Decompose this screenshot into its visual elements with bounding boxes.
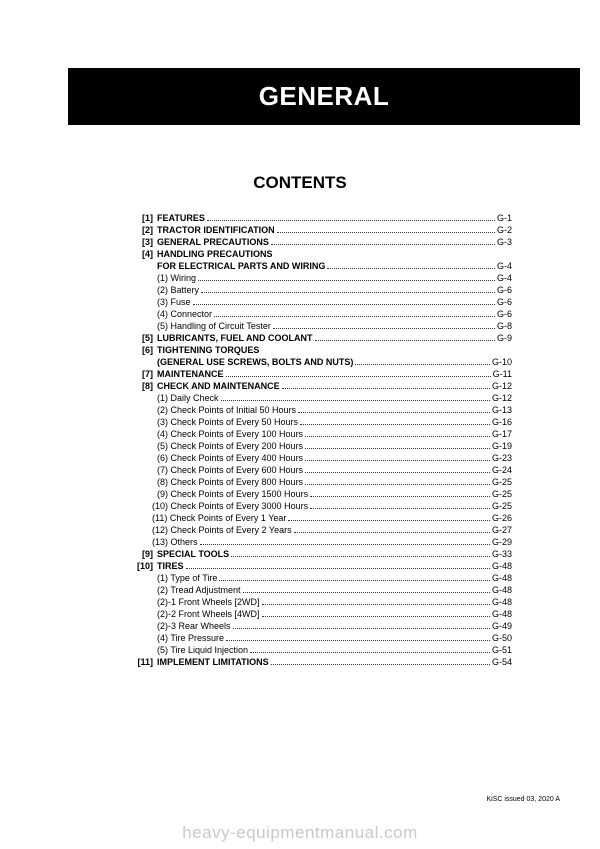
toc-dot-leader [355, 364, 490, 365]
toc-entry-title: (10) Check Points of Every 3000 Hours [152, 501, 309, 511]
toc-dot-leader [288, 520, 490, 521]
toc-entry-title: (4) Check Points of Every 100 Hours [157, 429, 304, 439]
toc-dot-leader [305, 472, 490, 473]
toc-entry-page: G-4 [496, 261, 512, 271]
toc-dot-leader [305, 436, 490, 437]
toc-entry-title: (13) Others [152, 537, 198, 547]
toc-entry-title: (2)-2 Front Wheels [4WD] [157, 609, 260, 619]
chapter-title: GENERAL [258, 81, 390, 111]
toc-entry-number: [3] [142, 237, 153, 247]
toc-dot-leader [262, 604, 490, 605]
toc-entry[interactable] [130, 344, 512, 356]
toc-dot-leader [221, 400, 490, 401]
toc-dot-leader [282, 388, 490, 389]
table-of-contents [130, 212, 512, 668]
toc-dot-leader [298, 412, 490, 413]
toc-entry-page: G-6 [496, 285, 512, 295]
toc-entry-title: (5) Handling of Circuit Tester [157, 321, 271, 331]
toc-entry-page: G-25 [491, 489, 512, 499]
chapter-banner [68, 68, 580, 125]
toc-entry-title: (2) Check Points of Initial 50 Hours [157, 405, 297, 415]
toc-entry[interactable] [130, 296, 512, 308]
toc-entry[interactable] [130, 620, 512, 632]
toc-entry[interactable] [130, 512, 512, 524]
toc-entry-page: G-13 [491, 405, 512, 415]
toc-entry-title: (6) Check Points of Every 400 Hours [157, 453, 304, 463]
toc-entry-page: G-27 [491, 525, 512, 535]
toc-entry-title: (12) Check Points of Every 2 Years [152, 525, 292, 535]
toc-entry-title: (GENERAL USE SCREWS, BOLTS AND NUTS) [157, 357, 354, 367]
toc-entry-title: (2) Battery [157, 285, 200, 295]
toc-entry-page: G-25 [491, 501, 512, 511]
toc-entry-page: G-16 [491, 417, 512, 427]
toc-dot-leader [226, 376, 491, 377]
toc-entry[interactable] [130, 584, 512, 596]
toc-entry-page: G-12 [491, 381, 512, 391]
toc-entry-page: G-24 [491, 465, 512, 475]
toc-dot-leader [193, 304, 495, 305]
toc-entry-page: G-10 [491, 357, 512, 367]
toc-entry[interactable] [130, 224, 512, 236]
toc-entry-page: G-48 [491, 609, 512, 619]
toc-dot-leader [219, 580, 490, 581]
toc-entry-page: G-1 [496, 213, 512, 223]
toc-entry-title: IMPLEMENT LIMITATIONS [157, 657, 269, 667]
toc-dot-leader [271, 244, 495, 245]
toc-dot-leader [310, 496, 490, 497]
toc-entry-title: TIRES [157, 561, 184, 571]
toc-dot-leader [198, 280, 495, 281]
toc-entry-page: G-29 [491, 537, 512, 547]
toc-dot-leader [327, 268, 495, 269]
toc-dot-leader [262, 616, 490, 617]
toc-entry-title: TIGHTENING TORQUES [157, 345, 260, 355]
toc-entry[interactable] [130, 236, 512, 248]
toc-entry-title: CHECK AND MAINTENANCE [157, 381, 280, 391]
toc-entry-title: (1) Wiring [157, 273, 197, 283]
toc-dot-leader [233, 628, 490, 629]
toc-entry-title: (5) Check Points of Every 200 Hours [157, 441, 304, 451]
toc-entry[interactable] [130, 476, 512, 488]
toc-entry-number: [6] [142, 345, 153, 355]
toc-entry-number: [7] [142, 369, 153, 379]
toc-entry-title: (1) Type of Tire [157, 573, 218, 583]
toc-entry-page: G-23 [491, 453, 512, 463]
toc-entry[interactable] [130, 356, 512, 368]
toc-entry[interactable] [130, 368, 512, 380]
toc-entry-page: G-25 [491, 477, 512, 487]
toc-entry-title: (4) Connector [157, 309, 213, 319]
toc-entry[interactable] [130, 440, 512, 452]
toc-entry-page: G-48 [491, 585, 512, 595]
toc-entry[interactable] [130, 632, 512, 644]
toc-entry-page: G-4 [496, 273, 512, 283]
toc-entry-title: (11) Check Points of Every 1 Year [152, 513, 287, 523]
toc-dot-leader [226, 640, 490, 641]
toc-dot-leader [271, 664, 490, 665]
toc-entry-title: (8) Check Points of Every 800 Hours [157, 477, 304, 487]
toc-entry-number: [1] [142, 213, 153, 223]
toc-entry[interactable] [130, 416, 512, 428]
toc-entry-page: G-2 [496, 225, 512, 235]
toc-entry-page: G-54 [491, 657, 512, 667]
toc-dot-leader [243, 592, 490, 593]
contents-heading: CONTENTS [253, 173, 347, 192]
toc-dot-leader [200, 544, 490, 545]
toc-entry-number: [10] [136, 561, 153, 571]
toc-entry-number: [9] [142, 549, 153, 559]
toc-dot-leader [300, 424, 490, 425]
toc-entry[interactable] [130, 248, 512, 260]
toc-entry[interactable] [130, 656, 512, 668]
toc-entry-title: GENERAL PRECAUTIONS [157, 237, 269, 247]
toc-entry-title: (2)-3 Rear Wheels [157, 621, 231, 631]
toc-entry-page: G-48 [491, 597, 512, 607]
toc-entry-page: G-8 [496, 321, 512, 331]
toc-dot-leader [214, 316, 495, 317]
toc-entry[interactable] [130, 608, 512, 620]
toc-entry[interactable] [130, 560, 512, 572]
toc-entry-title: (3) Fuse [157, 297, 191, 307]
watermark: heavy-equipmentmanual.com [182, 823, 418, 842]
toc-entry-title: MAINTENANCE [157, 369, 224, 379]
toc-dot-leader [305, 484, 490, 485]
toc-entry-page: G-3 [496, 237, 512, 247]
toc-entry-page: G-26 [491, 513, 512, 523]
toc-entry-page: G-19 [491, 441, 512, 451]
toc-entry-page: G-11 [492, 369, 512, 379]
toc-entry[interactable] [130, 524, 512, 536]
toc-entry[interactable] [130, 596, 512, 608]
toc-entry[interactable] [130, 500, 512, 512]
toc-entry-title: LUBRICANTS, FUEL AND COOLANT [157, 333, 313, 343]
toc-entry-title: FOR ELECTRICAL PARTS AND WIRING [157, 261, 326, 271]
toc-entry-page: G-51 [491, 645, 512, 655]
toc-entry-title: (2) Tread Adjustment [157, 585, 241, 595]
toc-entry-page: G-6 [496, 309, 512, 319]
toc-entry-page: G-17 [491, 429, 512, 439]
toc-entry[interactable] [130, 644, 512, 656]
toc-entry-page: G-49 [491, 621, 512, 631]
toc-entry-title: FEATURES [157, 213, 205, 223]
toc-entry-page: G-6 [496, 297, 512, 307]
toc-dot-leader [305, 460, 490, 461]
toc-entry[interactable] [130, 284, 512, 296]
toc-entry[interactable] [130, 332, 512, 344]
toc-entry[interactable] [130, 404, 512, 416]
toc-entry-title: TRACTOR IDENTIFICATION [157, 225, 275, 235]
toc-entry[interactable] [130, 488, 512, 500]
toc-entry[interactable] [130, 392, 512, 404]
toc-entry-title: (9) Check Points of Every 1500 Hours [157, 489, 309, 499]
toc-entry-title: (2)-1 Front Wheels [2WD] [157, 597, 260, 607]
toc-dot-leader [305, 448, 490, 449]
toc-dot-leader [250, 652, 490, 653]
toc-entry-title: (5) Tire Liquid Injection [157, 645, 249, 655]
toc-entry[interactable] [130, 464, 512, 476]
toc-dot-leader [231, 556, 490, 557]
toc-entry[interactable] [130, 452, 512, 464]
toc-entry-title: SPECIAL TOOLS [157, 549, 230, 559]
toc-entry-number: [4] [142, 249, 153, 259]
toc-entry-title: (3) Check Points of Every 50 Hours [157, 417, 299, 427]
toc-entry-number: [2] [142, 225, 153, 235]
toc-entry-title: (1) Daily Check [157, 393, 219, 403]
toc-dot-leader [273, 328, 495, 329]
toc-dot-leader [207, 220, 495, 221]
toc-entry[interactable] [130, 380, 512, 392]
toc-entry-page: G-12 [491, 393, 512, 403]
toc-entry-page: G-9 [496, 333, 512, 343]
issue-info: KiSC issued 03, 2020 A [486, 796, 560, 803]
toc-entry[interactable] [130, 428, 512, 440]
toc-entry[interactable] [130, 320, 512, 332]
toc-entry-title: HANDLING PRECAUTIONS [157, 249, 273, 259]
toc-entry[interactable] [130, 548, 512, 560]
toc-dot-leader [315, 340, 495, 341]
toc-entry[interactable] [130, 272, 512, 284]
toc-entry[interactable] [130, 572, 512, 584]
toc-entry-number: [8] [142, 381, 153, 391]
toc-entry[interactable] [130, 260, 512, 272]
toc-entry-page: G-48 [491, 561, 512, 571]
toc-entry[interactable] [130, 536, 512, 548]
toc-dot-leader [294, 532, 490, 533]
toc-entry-title: (7) Check Points of Every 600 Hours [157, 465, 304, 475]
toc-entry-page: G-50 [491, 633, 512, 643]
toc-entry-title: (4) Tire Pressure [157, 633, 225, 643]
toc-entry-page: G-33 [491, 549, 512, 559]
toc-entry[interactable] [130, 212, 512, 224]
toc-dot-leader [277, 232, 495, 233]
toc-dot-leader [186, 568, 490, 569]
toc-dot-leader [310, 508, 490, 509]
toc-entry-number: [5] [142, 333, 153, 343]
toc-dot-leader [201, 292, 495, 293]
toc-entry-number: [11] [137, 657, 153, 667]
toc-entry-page: G-48 [491, 573, 512, 583]
toc-entry[interactable] [130, 308, 512, 320]
